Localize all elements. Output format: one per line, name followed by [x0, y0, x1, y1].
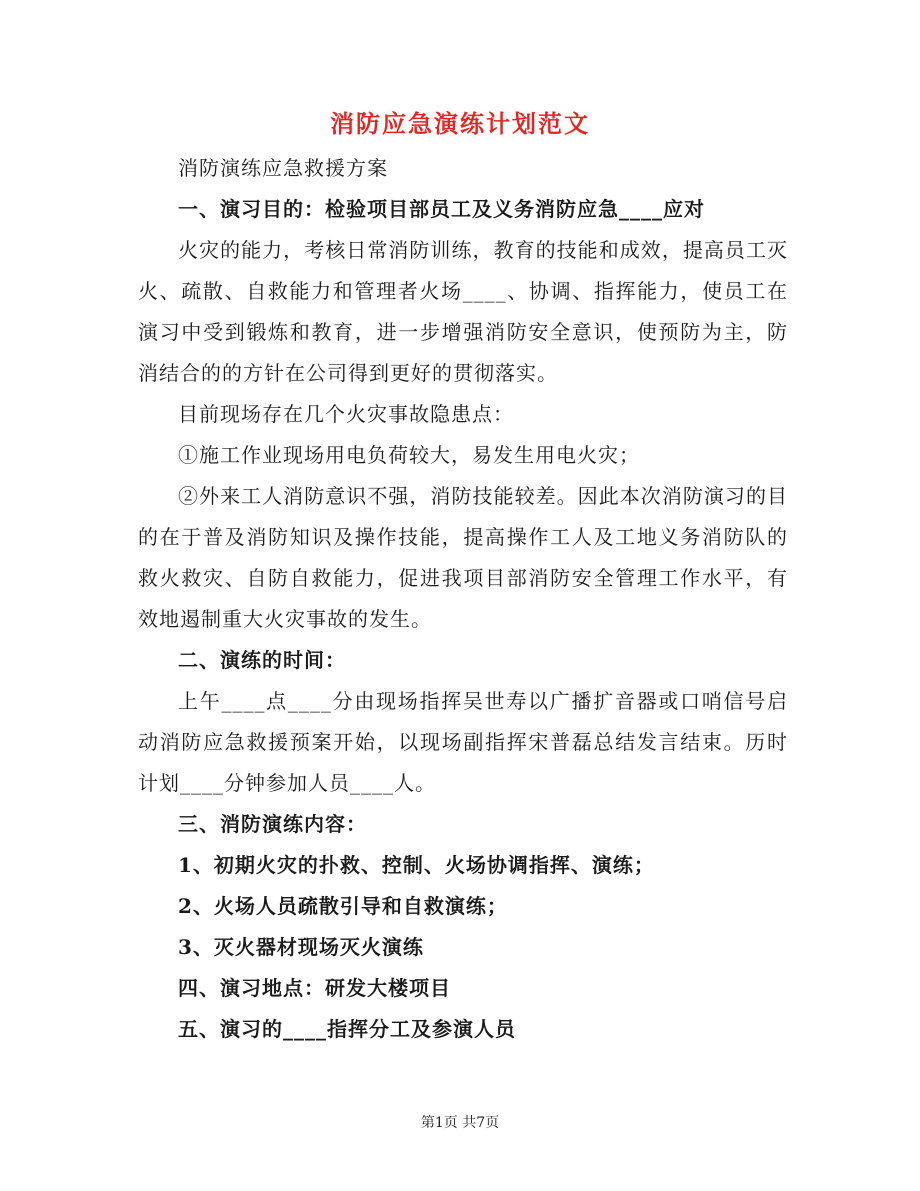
paragraph-time-body: 上午____点____分由现场指挥吴世寿以广播扩音器或口哨信号启动消防应急救援预案开始，以现场副指挥宋普磊总结发言结束。历时计划____分钟参加人员____人。	[138, 689, 788, 795]
document-title: 消防应急演练计划范文	[330, 109, 590, 138]
list-item-content-1: 1、初期火灾的扑救、控制、火场协调指挥、演练；	[178, 853, 655, 877]
paragraph-purpose-body: 火灾的能力，考核日常消防训练，教育的技能和成效，提高员工灭火、疏散、自救能力和管理者火场____、协调、指挥能力，使员工在演习中受到锻炼和教育，进一步增强消防安全意识，使预防为主，防消结合的的方针在公司得到更好的贯彻落实。	[138, 238, 788, 385]
page-number-footer: 第1页 共7页	[420, 1115, 500, 1131]
paragraph-plan-name: 消防演练应急救援方案	[178, 156, 388, 180]
paragraph-hazards-intro: 目前现场存在几个火灾事故隐患点：	[178, 402, 514, 426]
list-item-content-2: 2、火场人员疏散引导和自救演练；	[178, 894, 508, 918]
heading-roles: 五、演习的____指挥分工及参演人员	[178, 1017, 516, 1041]
list-item-content-3: 3、灭火器材现场灭火演练	[178, 935, 424, 959]
heading-location: 四、演习地点：研发大楼项目	[178, 976, 451, 1000]
paragraph-hazard-2: ②外来工人消防意识不强，消防技能较差。因此本次消防演习的目的在于普及消防知识及操作技能，提高操作工人及工地义务消防队的救火救灾、自防自救能力，促进我项目部消防安全管理工作水平，有效地遏制重大火灾事故的发生。	[138, 484, 788, 631]
paragraph-hazard-1: ①施工作业现场用电负荷较大，易发生用电火灾；	[178, 443, 640, 467]
heading-purpose: 一、演习目的：检验项目部员工及义务消防应急____应对	[178, 197, 705, 221]
heading-content: 三、消防演练内容：	[178, 812, 367, 836]
document-body	[138, 148, 788, 1050]
heading-time: 二、演练的时间：	[178, 648, 346, 672]
